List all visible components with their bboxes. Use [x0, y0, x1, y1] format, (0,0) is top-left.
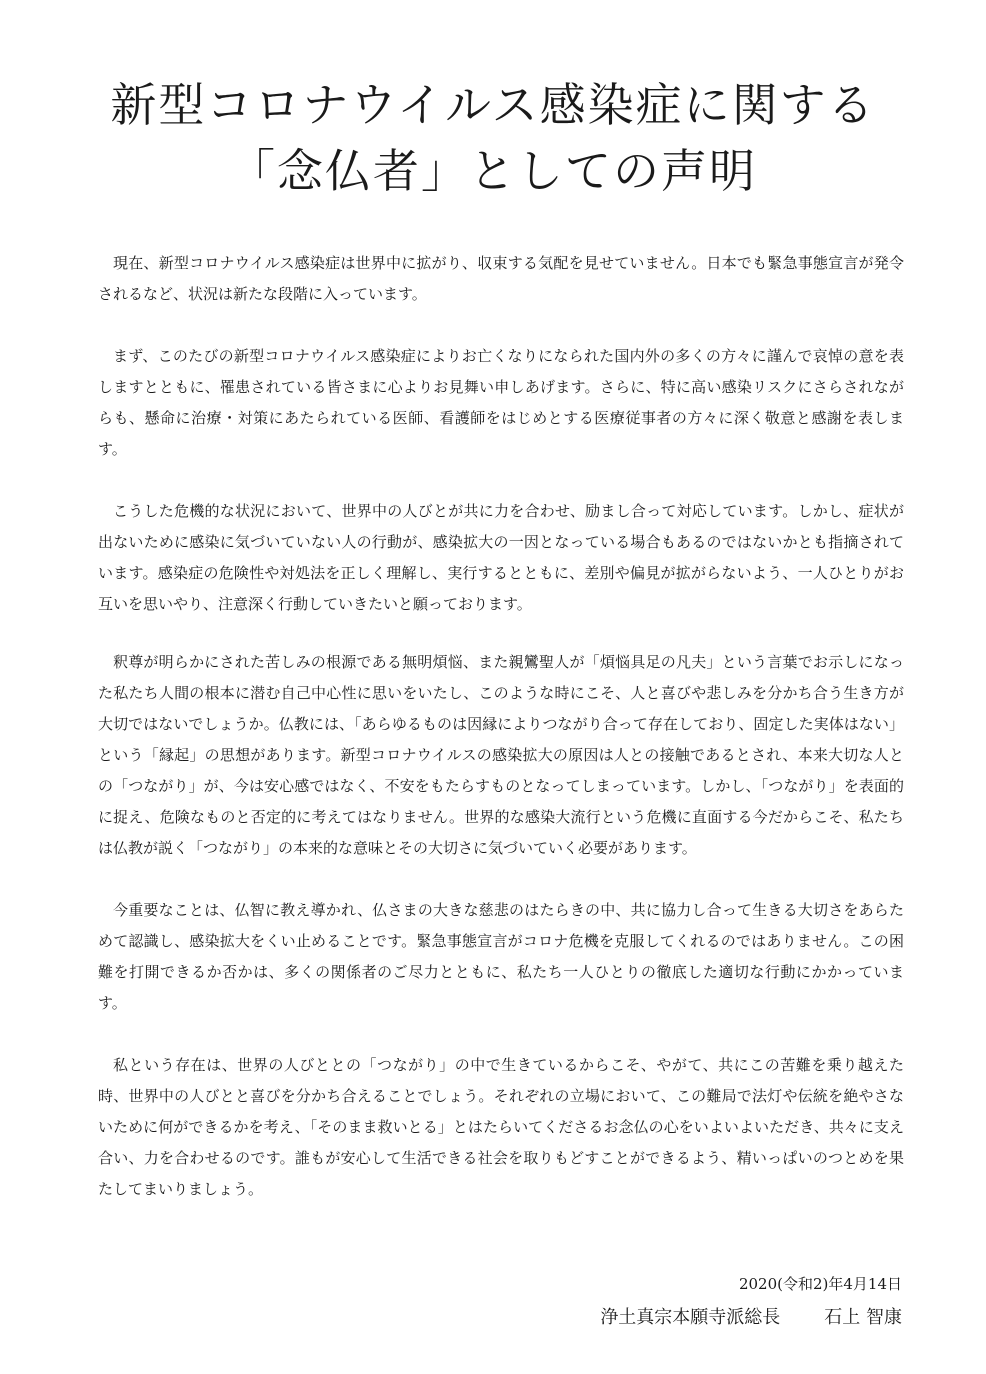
paragraph: 現在、新型コロナウイルス感染症は世界中に拡がり、収束する気配を見せていません。日本でも緊急事態宣言が発令されるなど、状況は新たな段階に入っています。: [98, 254, 904, 303]
paragraph: 今重要なことは、仏智に教え導かれ、仏さまの大きな慈悲のはたらきの中、共に協力し合って生きる大切さをあらためて認識し、感染拡大をくい止めることです。緊急事態宣言がコロナ危機を克服してくれるのではありません。この困難を打開できるか否かは、多くの関係者のご尽力とともに、私たち一人ひとりの徹底した適切な行動にかかっています。: [98, 901, 904, 1012]
paragraph: まず、このたびの新型コロナウイルス感染症によりお亡くなりになられた国内外の多くの方々に謹んで哀悼の意を表しますとともに、罹患されている皆さまに心よりお見舞い申しあげます。さらに、特に高い感染リスクにさらされながらも、懸命に治療・対策にあたられている医師、看護師をはじめとする医療従事者の方々に深く敬意と感謝を表します。: [98, 347, 904, 458]
signature-name: 石上 智康: [824, 1307, 902, 1328]
paragraph: 私という存在は、世界の人びととの「つながり」の中で生きているからこそ、やがて、共にこの苦難を乗り越えた時、世界中の人びとと喜びを分かち合えることでしょう。それぞれの立場において、この難局で法灯や伝統を絶やさないために何ができるかを考え、「そのまま救いとる」とはたらいてくださるお念仏の心をいよいよいただき、共々に支え合い、力を合わせるのです。誰もが安心して生活できる社会を取りもどすことができるよう、精いっぱいのつとめを果たしてまいりましょう。: [98, 1056, 904, 1198]
statement-body: [98, 248, 904, 1236]
paragraph: こうした危機的な状況において、世界中の人びとが共に力を合わせ、励まし合って対応しています。しかし、症状が出ないために感染に気づいていない人の行動が、感染拡大の一因となっている場合もあるのではないかとも指摘されています。感染症の危険性や対処法を正しく理解し、実行するとともに、差別や偏見が拡がらないよう、一人ひとりがお互いを思いやり、注意深く行動していきたいと願っております。: [98, 502, 904, 613]
title-line-1: 新型コロナウイルス感染症に関する: [110, 78, 876, 132]
title-line-2: 「念仏者」としての声明: [229, 144, 757, 198]
signature-title: 浄土真宗本願寺派総長: [600, 1307, 781, 1328]
statement-date: 2020(令和2)年4月14日: [738, 1275, 902, 1293]
signature-block: [600, 1306, 902, 1330]
paragraph: 釈尊が明らかにされた苦しみの根源である無明煩悩、また親鸞聖人が「煩悩具足の凡夫」という言葉でお示しになった私たち人間の根本に潜む自己中心性に思いをいたし、このような時にこそ、人と喜びや悲しみを分かち合う生き方が大切ではないでしょうか。仏教には、「あらゆるものは因縁によりつながり合って存在しており、固定した実体はない」という「縁起」の思想があります。新型コロナウイルスの感染拡大の原因は人との接触であるとされ、本来大切な人との「つながり」が、今は安心感ではなく、不安をもたらすものとなってしまっています。しかし、「つながり」を表面的に捉え、危険なものと否定的に考えてはなりません。世界的な感染大流行という危機に直面する今だからこそ、私たちは仏教が説く「つながり」の本来的な意味とその大切さに気づいていく必要があります。: [98, 653, 904, 857]
